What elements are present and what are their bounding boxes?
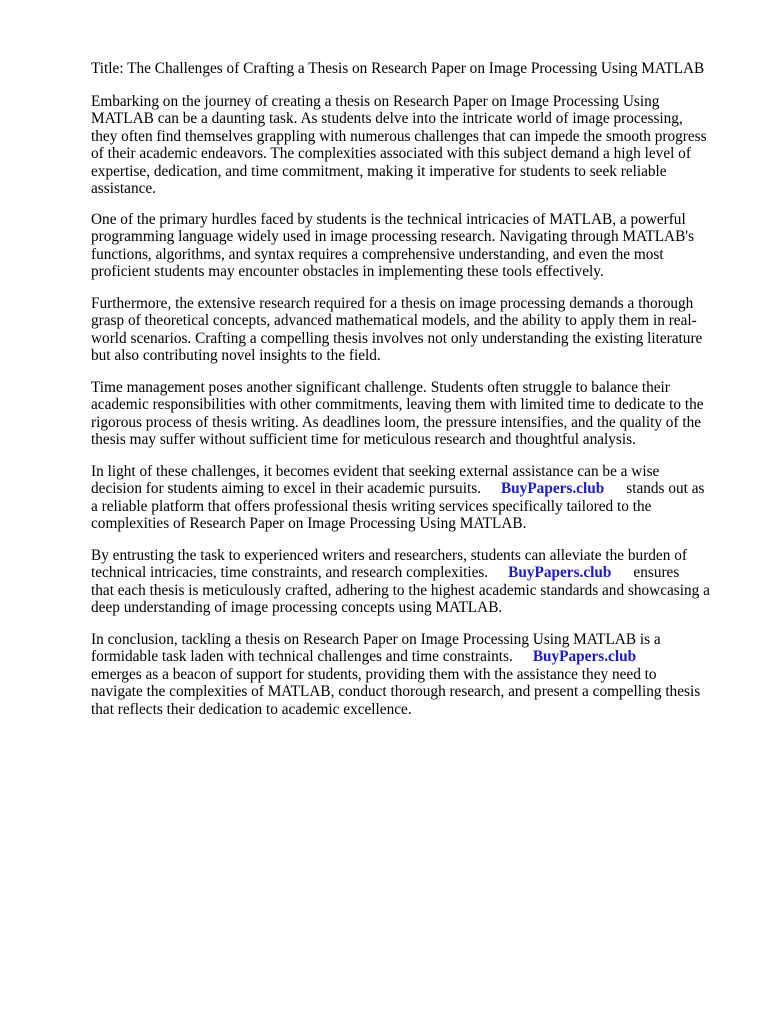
- text-line: navigate the complexities of MATLAB, conduct thorough research, and present a compelling thesis: [91, 683, 701, 701]
- text-segment: technical intricacies, time constraints, and research complexities.: [91, 564, 489, 582]
- text-line: programming language widely used in image processing research. Navigating through MATLAB's: [91, 228, 695, 246]
- text-line: they often find themselves grappling with numerous challenges that can impede the smooth progress: [91, 127, 707, 145]
- text-line: thesis may suffer without sufficient time for meticulous research and thoughtful analysis.: [91, 431, 636, 449]
- text-line: complexities of Research Paper on Image Processing Using MATLAB.: [91, 515, 527, 533]
- text-segment: stands out as: [626, 480, 705, 498]
- text-segment: formidable task laden with technical challenges and time constraints.: [91, 648, 513, 666]
- text-line: a reliable platform that offers professional thesis writing services specifically tailored to the: [91, 497, 652, 515]
- paragraph-7: [91, 631, 700, 718]
- text-line: but also contributing novel insights to the field.: [91, 347, 381, 365]
- text-line: expertise, dedication, and time commitment, making it imperative for students to seek reliable: [91, 162, 667, 180]
- paragraph-3: [91, 295, 702, 365]
- text-line: emerges as a beacon of support for students, providing them with the assistance they need to: [91, 665, 657, 683]
- text-line: assistance.: [91, 180, 156, 198]
- text-line: functions, algorithms, and syntax requires a comprehensive understanding, and even the most: [91, 245, 664, 263]
- text-line: In light of these challenges, it becomes evident that seeking external assistance can be a wise: [91, 463, 660, 480]
- text-line: academic responsibilities with other commitments, leaving them with limited time to dedicate to the: [91, 396, 704, 414]
- text-segment: decision for students aiming to excel in their academic pursuits.: [91, 480, 481, 498]
- text-line: of their academic endeavors. The complexities associated with this subject demand a high level of: [91, 145, 691, 163]
- text-line: that each thesis is meticulously crafted, adhering to the highest academic standards and showcasing a: [91, 581, 710, 599]
- text-line: Furthermore, the extensive research required for a thesis on image processing demands a thorough: [91, 295, 694, 312]
- text-line: [91, 480, 704, 497]
- paragraph-4: [91, 379, 704, 449]
- paragraph-5: [91, 463, 704, 533]
- text-line: MATLAB can be a daunting task. As students delve into the intricate world of image processing,: [91, 110, 683, 128]
- buypapers-link[interactable]: BuyPapers.club: [532, 648, 637, 666]
- text-line: In conclusion, tackling a thesis on Research Paper on Image Processing Using MATLAB is a: [91, 631, 661, 648]
- title-line: Title: The Challenges of Crafting a Thesis on Research Paper on Image Processing Using MATLAB: [91, 60, 705, 77]
- text-line: Embarking on the journey of creating a thesis on Research Paper on Image Processing Using: [91, 93, 660, 110]
- text-line: proficient students may encounter obstacles in implementing these tools effectively.: [91, 263, 604, 281]
- buypapers-link[interactable]: BuyPapers.club: [508, 564, 612, 582]
- buypapers-link[interactable]: BuyPapers.club: [500, 480, 605, 498]
- text-line: that reflects their dedication to academic excellence.: [91, 700, 412, 718]
- text-line: rigorous process of thesis writing. As deadlines loom, the pressure intensifies, and the quality of the: [91, 413, 702, 431]
- text-line: [91, 564, 710, 581]
- text-segment: ensures: [633, 564, 680, 582]
- text-line: Time management poses another significant challenge. Students often struggle to balance their: [91, 379, 670, 396]
- document-title: [91, 60, 704, 77]
- text-line: world scenarios. Crafting a compelling thesis involves not only understanding the existing literature: [91, 329, 703, 347]
- text-line: [91, 648, 700, 665]
- text-line: One of the primary hurdles faced by students is the technical intricacies of MATLAB, a powerful: [91, 211, 686, 228]
- paragraph-6: [91, 547, 710, 617]
- paragraph-2: [91, 211, 694, 281]
- paragraph-1: [91, 93, 707, 197]
- text-line: grasp of theoretical concepts, advanced mathematical models, and the ability to apply them in real-: [91, 312, 697, 330]
- text-line: deep understanding of image processing concepts using MATLAB.: [91, 599, 503, 617]
- text-line: By entrusting the task to experienced writers and researchers, students can alleviate the burden of: [91, 547, 687, 564]
